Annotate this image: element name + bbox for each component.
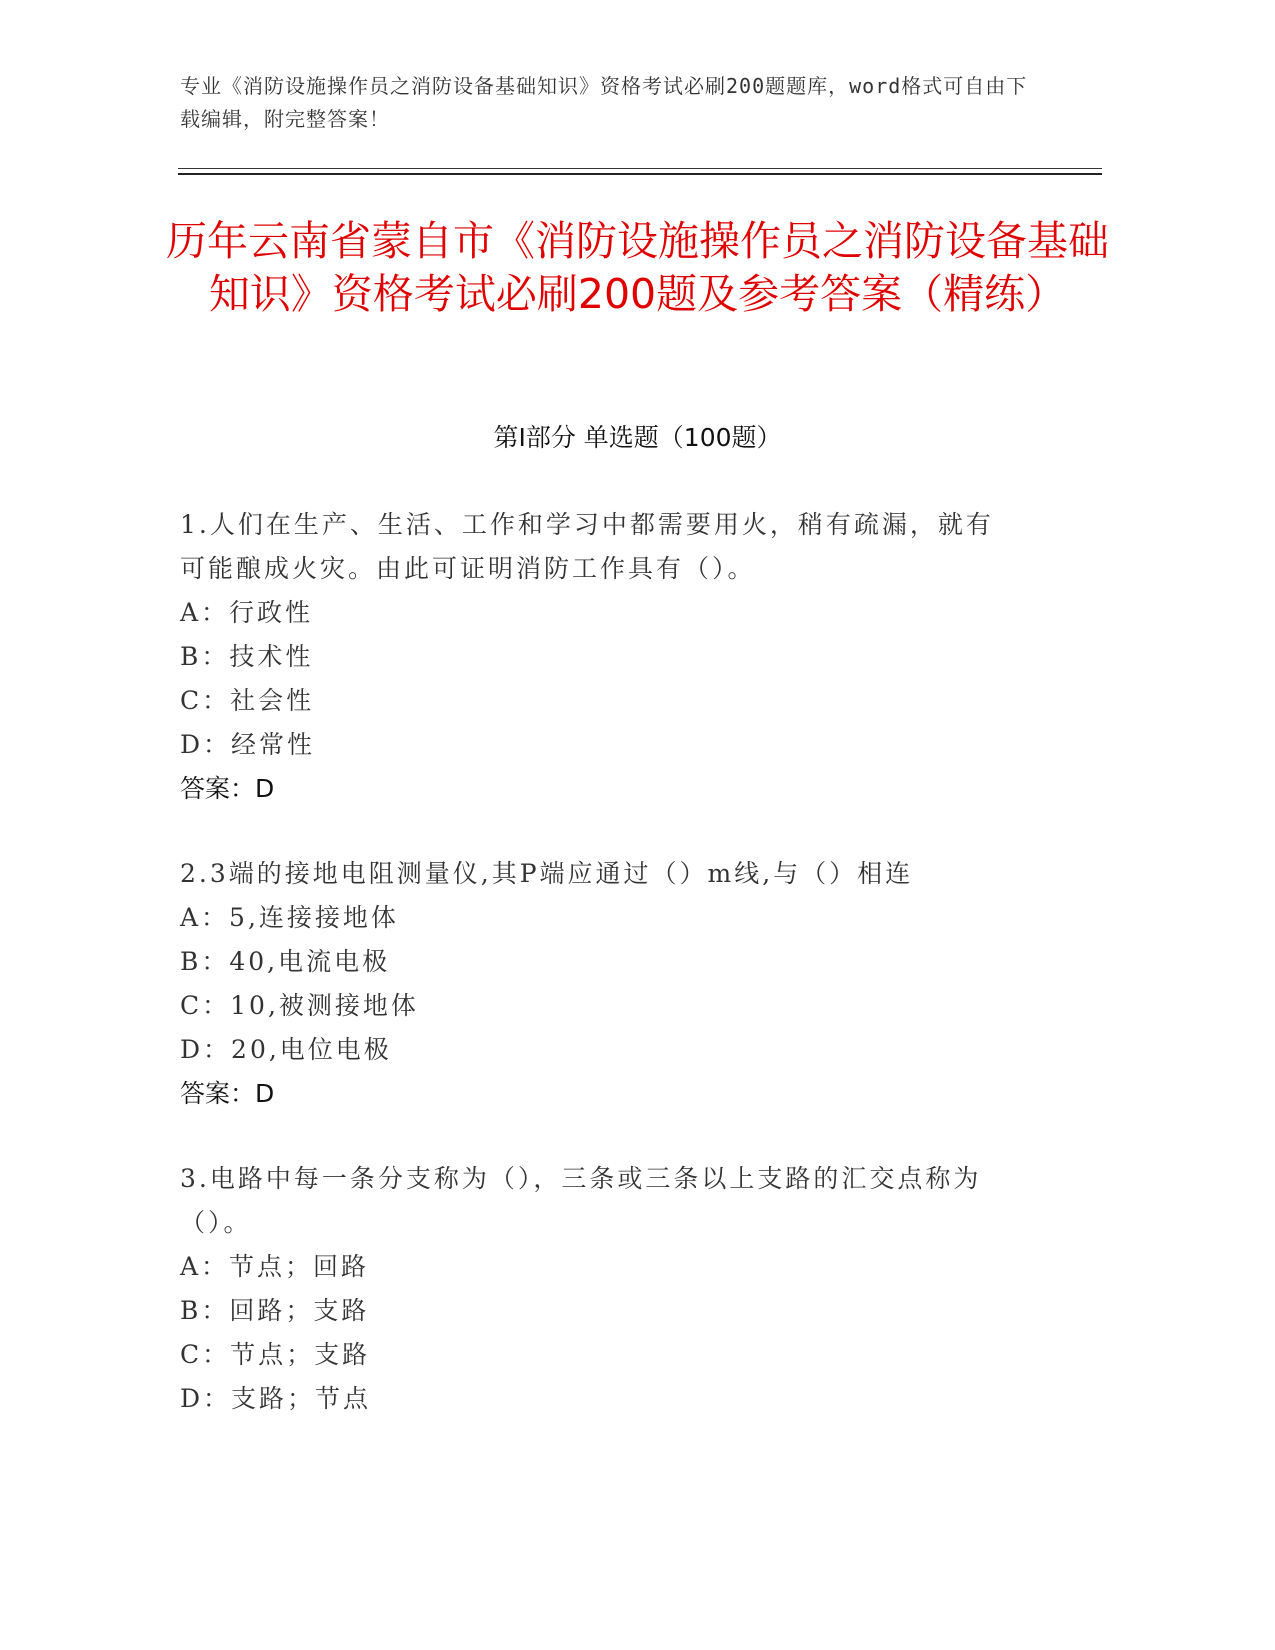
header-rule-thick (178, 173, 1102, 175)
option-c: C：节点；支路 (180, 1340, 371, 1369)
option-b: B：技术性 (180, 642, 314, 671)
option-b: B：40,电流电极 (180, 947, 391, 976)
option-d: D：支路；节点 (180, 1384, 372, 1413)
question-1 (180, 503, 1020, 811)
option-c: C：社会性 (180, 686, 315, 715)
answer: 答案：D (180, 1079, 275, 1108)
option-c: C：10,被测接地体 (180, 991, 419, 1020)
header-rule-thin (178, 168, 1102, 169)
question-stem: 3.电路中每一条分支称为（），三条或三条以上支路的汇交点称为（）。 (180, 1164, 982, 1237)
option-a: A：5,连接接地体 (180, 903, 399, 932)
section-heading: 第Ⅰ部分 单选题（100题） (493, 423, 782, 452)
question-3 (180, 1157, 1020, 1421)
option-b: B：回路；支路 (180, 1296, 370, 1325)
document-title: 历年云南省蒙自市《消防设施操作员之消防设备基础知识》资格考试必刷200题及参考答案（精练） (166, 217, 1109, 318)
question-stem: 2.3端的接地电阻测量仪,其P端应通过（）m线,与（）相连 (180, 859, 914, 888)
question-2 (180, 852, 1020, 1116)
question-stem: 1.人们在生产、生活、工作和学习中都需要用火，稍有疏漏，就有可能酿成火灾。由此可证明消防工作具有（）。 (180, 510, 994, 583)
header-note: 专业《消防设施操作员之消防设备基础知识》资格考试必刷200题题库，word格式可自由下载编辑，附完整答案！ (180, 74, 1028, 131)
answer: 答案：D (180, 774, 275, 803)
option-a: A：行政性 (180, 598, 314, 627)
option-d: D：经常性 (180, 730, 316, 759)
option-d: D：20,电位电极 (180, 1035, 392, 1064)
option-a: A：节点；回路 (180, 1252, 370, 1281)
